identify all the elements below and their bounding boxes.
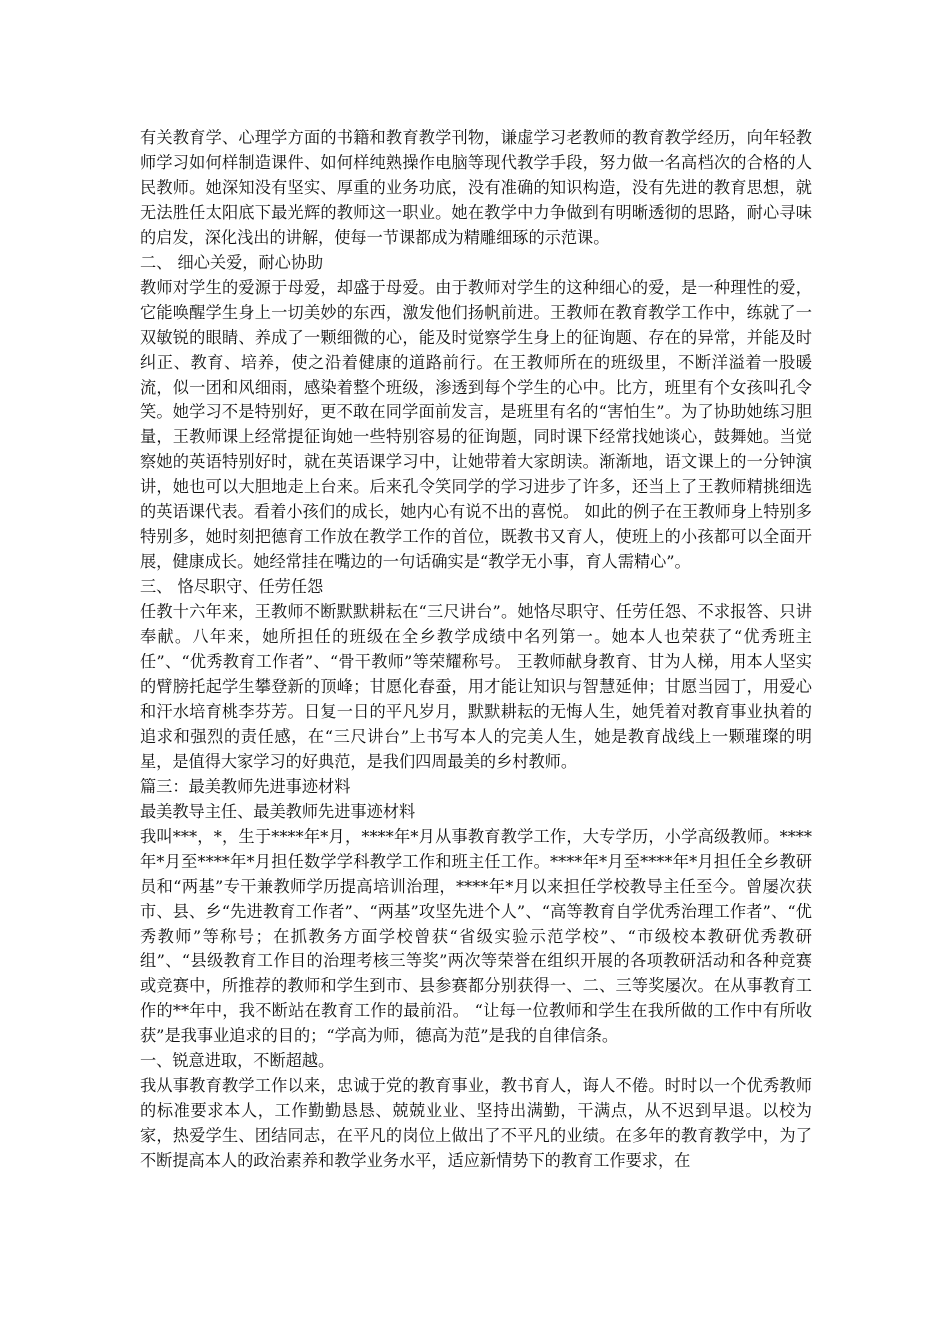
chapter-subtitle: 最美教导主任、最美教师先进事迹材料 [140,801,416,821]
section-heading-1: 一、锐意进取，不断超越。 [140,1051,335,1071]
paragraph-continuation: 有关教育学、心理学方面的书籍和教育教学刊物，谦虚学习老教师的教育教学经历，向年轻教师学习如何样制造课件、如何样纯熟操作电脑等现代教学手段，努力做一名高档次的合格的人民教师。她深知没有坚实、厚重的业务功底，没有准确的知识构造，没有先进的教育思想，就无法胜任太阳底下最光辉的教师这一职业。她在教学中力争做到有明晰透彻的思路，耐心寻味的启发，深化浅出的讲解，使每一节课都成为精雕细琢的示范课。 [140,128,812,247]
paragraph-dedication: 任教十六年来，王教师不断默默耕耘在“三尺讲台”。她恪尽职守、任劳任怨、不求报答、只讲奉献。八年来，她所担任的班级在全乡教学成绩中名列第一。她本人也荣获了“优秀班主任”、“优秀教育工作者”、“骨干教师”等荣耀称号。 王教师献身教育、甘为人梯，用本人坚实的臂膀托起学生攀登新的顶峰；甘愿化春蚕，用才能让知识与智慧延伸；甘愿当园丁，用爱心和汗水培育桃李芬芳。日复一日的平凡岁月，默默耕耘的无悔人生，她凭着对教育事业执着的追求和强烈的责任感，在“三尺讲台”上书写本人的完美人生，她是教育战线上一颗璀璨的明星，是值得大家学习的好典范，是我们四周最美的乡村教师。 [140,602,812,771]
section-heading-3: 三、 恪尽职守、任劳任怨 [140,577,324,597]
section-heading-2: 二、 细心关爱，耐心协助 [140,252,324,272]
paragraph-progress: 我从事教育教学工作以来，忠诚于党的教育事业，教书育人，诲人不倦。时时以一个优秀教师的标准要求本人，工作勤勤恳恳、兢兢业业、坚持出满勤，干满点，从不迟到早退。以校为家，热爱学生、团结同志，在平凡的岗位上做出了不平凡的业绩。在多年的教育教学中，为了不断提高本人的政治素养和教学业务水平，适应新情势下的教育工作要求，在 [140,1076,812,1171]
paragraph-care: 教师对学生的爱源于母爱，却盛于母爱。由于教师对学生的这种细心的爱，是一种理性的爱，它能唤醒学生身上一切美妙的东西，激发他们扬帆前进。王教师在教育教学工作中，练就了一双敏锐的眼睛、养成了一颗细微的心，能及时觉察学生身上的征询题、存在的异常，并能及时纠正、教育、培养，使之沿着健康的道路前行。在王教师所在的班级里，不断洋溢着一股暖流，似一团和风细雨，感染着整个班级，渗透到每个学生的心中。比方，班里有个女孩叫孔令笑。她学习不是特别好，更不敢在同学面前发言，是班里有名的“害怕生”。为了协助她练习胆量，王教师课上经常提征询她一些特别容易的征询题，同时课下经常找她谈心，鼓舞她。当觉察她的英语特别好时，就在英语课学习中，让她带着大家朗读。渐渐地，语文课上的一分钟演讲，她也可以大胆地走上台来。后来孔令笑同学的学习进步了许多，还当上了王教师精挑细选的英语课代表。看着小孩们的成长，她内心有说不出的喜悦。 如此的例子在王教师身上特别多特别多，她时刻把德育工作放在教学工作的首位，既教书又育人，使班上的小孩都可以全面开展，健康成长。她经常挂在嘴边的一句话确实是“教学无小事，育人需精心”。 [140,277,812,572]
chapter-title: 篇三：最美教师先进事迹材料 [140,776,351,796]
document-page [140,126,812,1174]
paragraph-introduction: 我叫***，*，生于****年*月，****年*月从事教育教学工作，大专学历，小学高级教师。****年*月至****年*月担任数学学科教学工作和班主任工作。****年*月至****年*月担任全乡教研员和“两基”专干兼教师学历提高培训治理，****年*月以来担任学校教导主任至今。曾屡次获市、县、乡“先进教育工作者”、“两基”攻坚先进个人”、“高等教育自学优秀治理工作者”、“优秀教师”等称号；在抓教务方面学校曾获“省级实验示范学校”、“市级校本教研优秀教研组”、“县级教育工作目的治理考核三等奖”两次等荣誉在组织开展的各项教研活动和各种竞赛或竞赛中，所推荐的教师和学生到市、县参赛都分别获得一、二、三等奖屡次。在从事教育工作的**年中，我不断站在教育工作的最前沿。 “让每一位教师和学生在我所做的工作中有所收获”是我事业追求的目的；“学高为师，德高为范”是我的自律信条。 [140,826,812,1046]
